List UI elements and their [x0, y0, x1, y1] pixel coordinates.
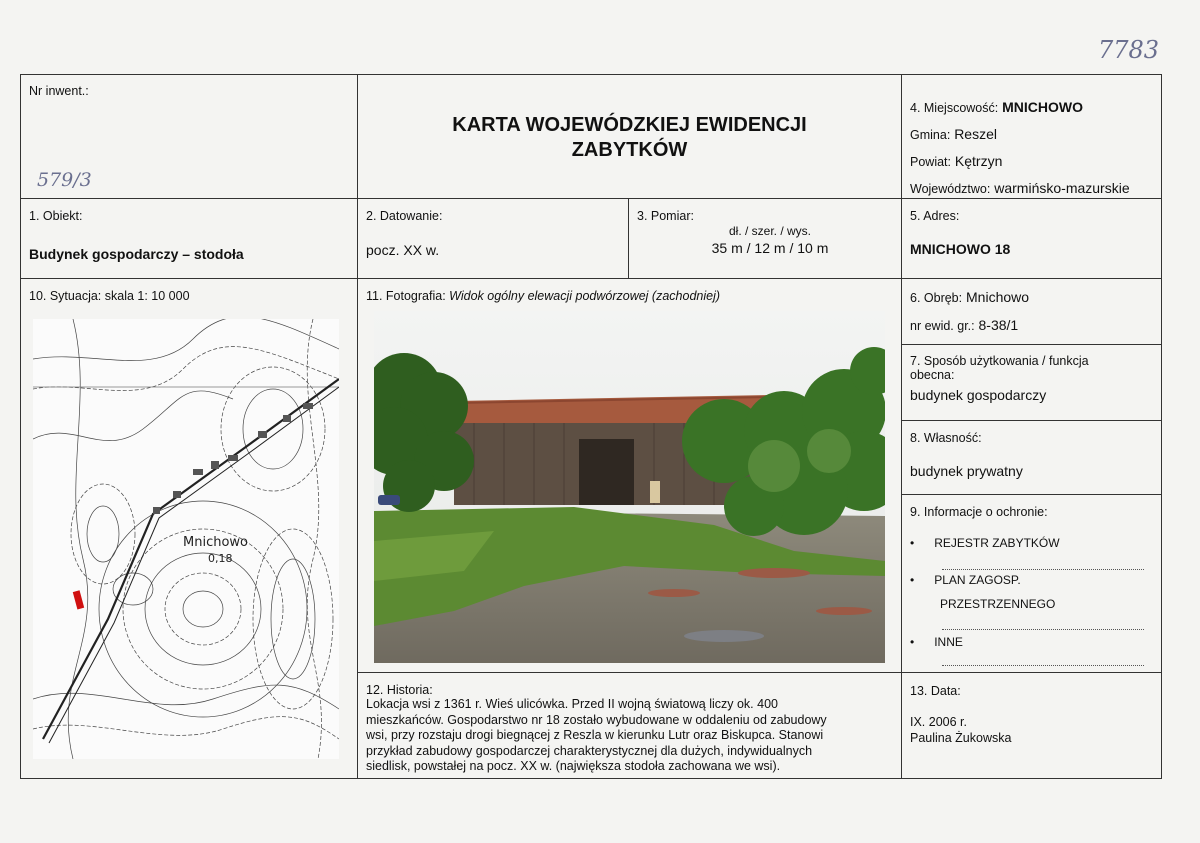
protection-cell — [901, 494, 1162, 673]
location-cell: 4. Miejscowość: MNICHOWO Gmina: Reszel Powiat: Kętrzyn Województwo: warmińsko-mazurskie — [901, 74, 1162, 199]
photo-caption: Widok ogólny elewacji podwórzowej (zachodniej) — [449, 289, 721, 303]
barn-photo — [374, 311, 885, 663]
measurement-cell — [628, 198, 902, 279]
dating-value: pocz. XX w. — [366, 242, 440, 258]
protection-item-plan-line2: PRZESTRZENNEGO — [940, 597, 1056, 611]
plan-dotted-line — [942, 629, 1144, 630]
object-value: Budynek gospodarczy – stodoła — [29, 246, 244, 262]
address-cell — [901, 198, 1162, 279]
precinct-line: 6. Obręb: Mnichowo — [910, 289, 1030, 305]
title-cell — [357, 74, 902, 199]
ownership-label: 8. Własność: — [910, 431, 982, 445]
ownership-cell — [901, 420, 1162, 495]
photo-label: 11. Fotografia: — [366, 289, 446, 303]
address-label: 5. Adres: — [910, 209, 960, 223]
map-area-value: 0,18 — [208, 552, 233, 565]
measurement-value: 35 m / 12 m / 10 m — [711, 240, 829, 256]
situation-map — [33, 319, 339, 759]
wojewodztwo-value: warmińsko-mazurskie — [994, 180, 1130, 196]
dating-cell — [357, 198, 629, 279]
usage-value: budynek gospodarczy — [910, 387, 1047, 403]
usage-cell — [901, 344, 1162, 421]
photo-label-line — [366, 289, 720, 303]
precinct-value: Mnichowo — [966, 289, 1030, 305]
village-name: MNICHOWO — [1002, 99, 1084, 115]
inventory-label: Nr inwent.: — [29, 84, 89, 98]
ewid-value: 8-38/1 — [978, 317, 1019, 333]
history-cell — [357, 672, 902, 779]
protection-item-register: • REJESTR ZABYTKÓW — [910, 536, 1060, 550]
situation-label: 10. Sytuacja: skala 1: 10 000 — [29, 289, 190, 303]
protection-label: 9. Informacje o ochronie: — [910, 505, 1048, 519]
photo-cell — [357, 278, 902, 673]
history-label: 12. Historia: — [366, 683, 433, 697]
date-label: 13. Data: — [910, 684, 961, 698]
date-cell — [901, 672, 1162, 779]
measurement-units: dł. / szer. / wys. — [728, 224, 812, 238]
protection-item-plan: • PLAN ZAGOSP. — [910, 573, 1021, 587]
page-title: KARTA WOJEWÓDZKIEJ EWIDENCJI ZABYTKÓW — [452, 114, 807, 161]
inventory-number: 579/3 — [37, 169, 92, 191]
precinct-cell — [901, 278, 1162, 345]
other-dotted-line — [942, 665, 1144, 666]
ownership-value: budynek prywatny — [910, 463, 1023, 479]
situation-cell — [20, 278, 358, 779]
object-label: 1. Obiekt: — [29, 209, 83, 223]
ewid-line: nr ewid. gr.: 8-38/1 — [910, 317, 1019, 333]
date-author: Paulina Żukowska — [910, 731, 1012, 745]
usage-label: 7. Sposób użytkowania / funkcja obecna: — [910, 354, 1089, 382]
inventory-cell — [20, 74, 358, 199]
handwritten-page-number: 7783 — [1098, 36, 1160, 64]
object-cell — [20, 198, 358, 279]
register-dotted-line — [942, 569, 1144, 570]
history-text: Lokacja wsi z 1361 r. Wieś ulicówka. Przed II wojną światową liczy ok. 400 mieszkańców. Gospodarstwo nr 18 zostało wybudowane w oddaleniu od zabudowy wsi, przy rozstaju drogi biegnącej z Reszla w kierunku Lutr oraz Biskupca. Stanowi przykład zabudowy gospodarczej charakterystycznej dla dużych, indywidualnych siedlisk, powstałej na pocz. XX w. (największa stodoła zachowana we wsi). — [366, 697, 827, 773]
powiat-value: Kętrzyn — [954, 153, 1003, 169]
map-place-name: Mnichowo — [183, 535, 248, 550]
dating-label: 2. Datowanie: — [366, 209, 443, 223]
measurement-label: 3. Pomiar: — [637, 209, 694, 223]
protection-item-other: • INNE — [910, 635, 963, 649]
date-value: IX. 2006 r. — [910, 715, 967, 729]
address-value: MNICHOWO 18 — [910, 241, 1011, 257]
gmina-value: Reszel — [954, 126, 997, 142]
